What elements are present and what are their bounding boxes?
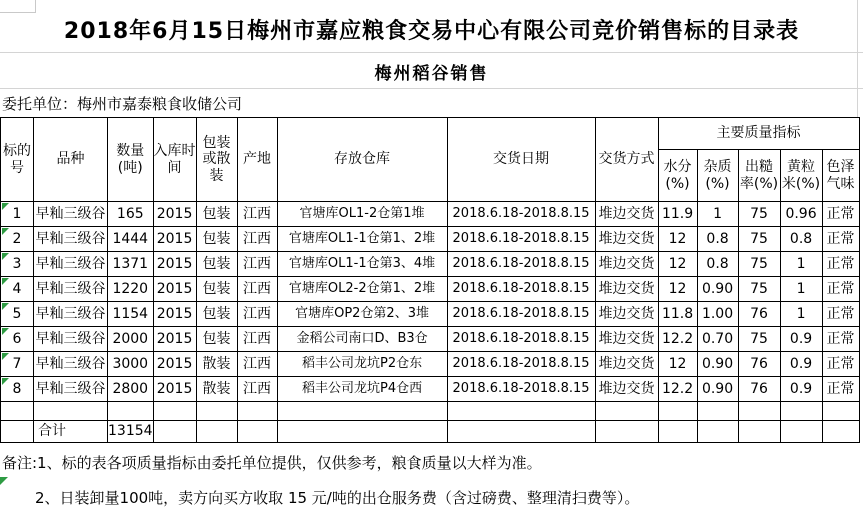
- cell-variety[interactable]: 早籼三级谷: [34, 227, 108, 252]
- cell-delivery-date[interactable]: [447, 402, 595, 421]
- table-row: [1, 202, 860, 227]
- cell-yellow-grain[interactable]: 0.9: [780, 327, 822, 352]
- cell-variety[interactable]: [34, 402, 108, 421]
- cell-moisture[interactable]: 12.2: [658, 327, 697, 352]
- cell-impurity[interactable]: [697, 421, 738, 443]
- cell-packing[interactable]: 包装: [196, 302, 237, 327]
- catalog-table: [0, 117, 860, 443]
- cell-color-odor[interactable]: 正常: [822, 227, 859, 252]
- cell-origin[interactable]: [237, 421, 277, 443]
- col-header-storage-time[interactable]: 入库时间: [153, 118, 196, 202]
- cell-origin[interactable]: 江西: [237, 377, 277, 402]
- cell-brown-rice-rate[interactable]: [738, 421, 780, 443]
- total-row: [1, 421, 860, 443]
- cell-quantity[interactable]: 1371: [108, 252, 154, 277]
- cell-delivery-method[interactable]: 堆边交货: [595, 252, 658, 277]
- cell-packing[interactable]: 包装: [196, 327, 237, 352]
- cell-impurity[interactable]: 0.90: [697, 352, 738, 377]
- cell-moisture[interactable]: 11.9: [658, 202, 697, 227]
- remark-line-2: 2、日装卸量100吨，卖方向买方收取 15 元/吨的出仓服务费（含过磅费、整理清扫费等）。: [35, 489, 640, 507]
- cell-quantity[interactable]: 2000: [108, 327, 154, 352]
- cell-error-triangle-icon: [2, 328, 9, 335]
- cell-origin[interactable]: 江西: [237, 277, 277, 302]
- cell-impurity[interactable]: 1.00: [697, 302, 738, 327]
- cell-storage-time[interactable]: 2015: [153, 302, 196, 327]
- cell-yellow-grain[interactable]: 0.9: [780, 377, 822, 402]
- cell-quantity[interactable]: 165: [108, 202, 154, 227]
- col-header-packing[interactable]: 包装或散装: [196, 118, 237, 202]
- cell-delivery-method[interactable]: 堆边交货: [595, 352, 658, 377]
- cell-delivery-date[interactable]: 2018.6.18-2018.8.15: [447, 252, 595, 277]
- cell-delivery-date[interactable]: 2018.6.18-2018.8.15: [447, 327, 595, 352]
- cell-warehouse[interactable]: 金稻公司南口D、B3仓: [277, 327, 447, 352]
- cell-color-odor[interactable]: 正常: [822, 327, 859, 352]
- cell-packing[interactable]: [196, 402, 237, 421]
- cell-brown-rice-rate[interactable]: 75: [738, 252, 780, 277]
- cell-storage-time[interactable]: 2015: [153, 377, 196, 402]
- cell-quantity[interactable]: 1444: [108, 227, 154, 252]
- cell-delivery-method[interactable]: 堆边交货: [595, 302, 658, 327]
- page-subtitle: 梅州稻谷销售: [374, 64, 489, 84]
- col-header-delivery-date[interactable]: 交货日期: [447, 118, 595, 202]
- cell-impurity[interactable]: [697, 402, 738, 421]
- cell-yellow-grain[interactable]: 0.96: [780, 202, 822, 227]
- col-header-impurity[interactable]: 杂质(%): [697, 150, 738, 202]
- col-header-brown-rice-rate[interactable]: 出糙率(%): [738, 150, 780, 202]
- cell-variety[interactable]: 早籼三级谷: [34, 202, 108, 227]
- empty-row: [1, 402, 860, 421]
- col-header-delivery-method[interactable]: 交货方式: [595, 118, 658, 202]
- cell-yellow-grain[interactable]: 0.9: [780, 352, 822, 377]
- cell-impurity[interactable]: 0.90: [697, 377, 738, 402]
- cell-impurity[interactable]: 0.90: [697, 277, 738, 302]
- cell-brown-rice-rate[interactable]: 75: [738, 277, 780, 302]
- consignor-line: 委托单位：梅州市嘉泰粮食收储公司: [2, 95, 243, 113]
- cell-delivery-method[interactable]: 堆边交货: [595, 227, 658, 252]
- cell-warehouse[interactable]: [277, 402, 447, 421]
- table-row: [1, 252, 860, 277]
- table-row: [1, 352, 860, 377]
- cell-brown-rice-rate[interactable]: 76: [738, 352, 780, 377]
- total-label-cell[interactable]: 合计: [34, 421, 108, 443]
- cell-storage-time[interactable]: 2015: [153, 227, 196, 252]
- cell-packing[interactable]: 包装: [196, 227, 237, 252]
- cell-yellow-grain[interactable]: 1: [780, 277, 822, 302]
- col-header-lot[interactable]: 标的号: [1, 118, 34, 202]
- cell-yellow-grain[interactable]: [780, 421, 822, 443]
- cell-error-triangle-icon: [2, 278, 9, 285]
- cell-delivery-date[interactable]: 2018.6.18-2018.8.15: [447, 277, 595, 302]
- cell-storage-time[interactable]: 2015: [153, 277, 196, 302]
- table-row: [1, 277, 860, 302]
- cell-storage-time[interactable]: 2015: [153, 202, 196, 227]
- cell-lot[interactable]: 1: [1, 202, 34, 227]
- cell-error-triangle-icon: [2, 203, 9, 210]
- cell-packing[interactable]: 散装: [196, 352, 237, 377]
- cell-packing[interactable]: [196, 421, 237, 443]
- cell-impurity[interactable]: 0.8: [697, 227, 738, 252]
- total-quantity-cell[interactable]: 13154: [108, 421, 154, 443]
- table-row: [1, 377, 860, 402]
- cell-lot[interactable]: 3: [1, 252, 34, 277]
- cell-impurity[interactable]: 0.8: [697, 252, 738, 277]
- cell-color-odor[interactable]: 正常: [822, 202, 859, 227]
- cell-moisture[interactable]: 12: [658, 277, 697, 302]
- cell-color-odor[interactable]: [822, 402, 859, 421]
- cell-origin[interactable]: [237, 402, 277, 421]
- cell-color-odor[interactable]: 正常: [822, 352, 859, 377]
- cell-delivery-date[interactable]: 2018.6.18-2018.8.15: [447, 377, 595, 402]
- cell-quantity[interactable]: 3000: [108, 352, 154, 377]
- cell-yellow-grain[interactable]: 1: [780, 302, 822, 327]
- cell-lot[interactable]: 4: [1, 277, 34, 302]
- table-row: [1, 327, 860, 352]
- cell-error-triangle-icon: [2, 353, 9, 360]
- spreadsheet-cell-a1[interactable]: [0, 0, 36, 13]
- cell-yellow-grain[interactable]: 0.8: [780, 227, 822, 252]
- cell-moisture[interactable]: 11.8: [658, 302, 697, 327]
- col-header-color-odor[interactable]: 色泽气味: [822, 150, 859, 202]
- cell-lot[interactable]: 7: [1, 352, 34, 377]
- col-header-yellow-grain[interactable]: 黄粒米(%): [780, 150, 822, 202]
- cell-origin[interactable]: 江西: [237, 302, 277, 327]
- cell-warehouse[interactable]: 官塘库OP2仓第2、3堆: [277, 302, 447, 327]
- cell-brown-rice-rate[interactable]: 76: [738, 377, 780, 402]
- cell-warehouse[interactable]: 官塘库OL1-2仓第1堆: [277, 202, 447, 227]
- page-title: 2018年6月15日梅州市嘉应粮食交易中心有限公司竞价销售标的目录表: [63, 19, 800, 44]
- cell-moisture[interactable]: 12: [658, 352, 697, 377]
- cell-impurity[interactable]: 1: [697, 202, 738, 227]
- cell-moisture[interactable]: 12.2: [658, 377, 697, 402]
- cell-variety[interactable]: 早籼三级谷: [34, 352, 108, 377]
- cell-quantity[interactable]: 2800: [108, 377, 154, 402]
- table-row: [1, 302, 860, 327]
- cell-delivery-date[interactable]: 2018.6.18-2018.8.15: [447, 352, 595, 377]
- cell-warehouse[interactable]: 官塘库OL2-2仓第1、2堆: [277, 277, 447, 302]
- cell-quantity[interactable]: 1154: [108, 302, 154, 327]
- cell-error-triangle-icon: [2, 228, 9, 235]
- cell-packing[interactable]: 包装: [196, 277, 237, 302]
- cell-variety[interactable]: 早籼三级谷: [34, 277, 108, 302]
- cell-delivery-date[interactable]: 2018.6.18-2018.8.15: [447, 227, 595, 252]
- cell-delivery-method[interactable]: 堆边交货: [595, 277, 658, 302]
- cell-moisture[interactable]: [658, 421, 697, 443]
- cell-delivery-date[interactable]: 2018.6.18-2018.8.15: [447, 302, 595, 327]
- cell-packing[interactable]: 散装: [196, 377, 237, 402]
- cell-delivery-method[interactable]: [595, 402, 658, 421]
- cell-brown-rice-rate[interactable]: 76: [738, 302, 780, 327]
- cell-yellow-grain[interactable]: 1: [780, 252, 822, 277]
- table-head: [1, 118, 860, 202]
- col-header-moisture[interactable]: 水分(%): [658, 150, 697, 202]
- cell-variety[interactable]: 早籼三级谷: [34, 252, 108, 277]
- cell-warehouse[interactable]: 官塘库OL1-1仓第3、4堆: [277, 252, 447, 277]
- cell-moisture[interactable]: [658, 402, 697, 421]
- cell-lot[interactable]: [1, 421, 34, 443]
- col-header-quantity[interactable]: 数量(吨): [108, 118, 154, 202]
- cell-moisture[interactable]: 12: [658, 252, 697, 277]
- cell-storage-time[interactable]: [153, 402, 196, 421]
- cell-origin[interactable]: 江西: [237, 202, 277, 227]
- cell-packing[interactable]: 包装: [196, 252, 237, 277]
- cell-error-triangle-icon: [2, 378, 9, 385]
- cell-color-odor[interactable]: 正常: [822, 377, 859, 402]
- cell-delivery-method[interactable]: 堆边交货: [595, 377, 658, 402]
- cell-quantity[interactable]: 1220: [108, 277, 154, 302]
- cell-warehouse[interactable]: [277, 421, 447, 443]
- cell-brown-rice-rate[interactable]: 75: [738, 227, 780, 252]
- cell-brown-rice-rate[interactable]: 75: [738, 202, 780, 227]
- gridline-horizontal-1: [0, 52, 863, 53]
- cell-delivery-date[interactable]: [447, 421, 595, 443]
- cell-brown-rice-rate[interactable]: 75: [738, 327, 780, 352]
- cell-yellow-grain[interactable]: [780, 402, 822, 421]
- cell-warehouse[interactable]: 稻丰公司龙坑P2仓东: [277, 352, 447, 377]
- table-row: [1, 227, 860, 252]
- cell-warehouse[interactable]: 稻丰公司龙坑P4仓西: [277, 377, 447, 402]
- cell-storage-time[interactable]: 2015: [153, 352, 196, 377]
- cell-variety[interactable]: 早籼三级谷: [34, 327, 108, 352]
- cell-error-triangle-icon: [0, 477, 8, 485]
- cell-color-odor[interactable]: 正常: [822, 277, 859, 302]
- cell-color-odor[interactable]: 正常: [822, 252, 859, 277]
- cell-delivery-method[interactable]: [595, 421, 658, 443]
- header-row-1: [1, 118, 860, 150]
- col-header-origin[interactable]: 产地: [237, 118, 277, 202]
- cell-warehouse[interactable]: 官塘库OL1-1仓第1、2堆: [277, 227, 447, 252]
- catalog-table-wrap: [0, 117, 860, 443]
- cell-origin[interactable]: 江西: [237, 227, 277, 252]
- cell-lot[interactable]: 2: [1, 227, 34, 252]
- cell-origin[interactable]: 江西: [237, 327, 277, 352]
- cell-storage-time[interactable]: 2015: [153, 252, 196, 277]
- cell-variety[interactable]: 早籼三级谷: [34, 302, 108, 327]
- col-header-quality-group[interactable]: 主要质量指标: [658, 118, 859, 150]
- cell-storage-time[interactable]: [153, 421, 196, 443]
- cell-quantity[interactable]: [108, 402, 154, 421]
- cell-error-triangle-icon: [2, 253, 9, 260]
- cell-storage-time[interactable]: 2015: [153, 327, 196, 352]
- cell-delivery-method[interactable]: 堆边交货: [595, 327, 658, 352]
- cell-lot[interactable]: 5: [1, 302, 34, 327]
- cell-packing[interactable]: 包装: [196, 202, 237, 227]
- table-body: [1, 202, 860, 443]
- cell-delivery-date[interactable]: 2018.6.18-2018.8.15: [447, 202, 595, 227]
- cell-moisture[interactable]: 12: [658, 227, 697, 252]
- cell-lot[interactable]: 8: [1, 377, 34, 402]
- cell-color-odor[interactable]: 正常: [822, 302, 859, 327]
- cell-impurity[interactable]: 0.70: [697, 327, 738, 352]
- cell-delivery-method[interactable]: 堆边交货: [595, 202, 658, 227]
- cell-brown-rice-rate[interactable]: [738, 402, 780, 421]
- cell-lot[interactable]: 6: [1, 327, 34, 352]
- col-header-warehouse[interactable]: 存放仓库: [277, 118, 447, 202]
- cell-color-odor[interactable]: [822, 421, 859, 443]
- remark-line-1: 备注:1、标的表各项质量指标由委托单位提供，仅供参考，粮食质量以大样为准。: [2, 454, 542, 472]
- gridline-horizontal-2: [0, 88, 863, 89]
- cell-error-triangle-icon: [2, 303, 9, 310]
- cell-lot[interactable]: [1, 402, 34, 421]
- cell-origin[interactable]: 江西: [237, 252, 277, 277]
- cell-origin[interactable]: 江西: [237, 352, 277, 377]
- col-header-variety[interactable]: 品种: [34, 118, 108, 202]
- cell-variety[interactable]: 早籼三级谷: [34, 377, 108, 402]
